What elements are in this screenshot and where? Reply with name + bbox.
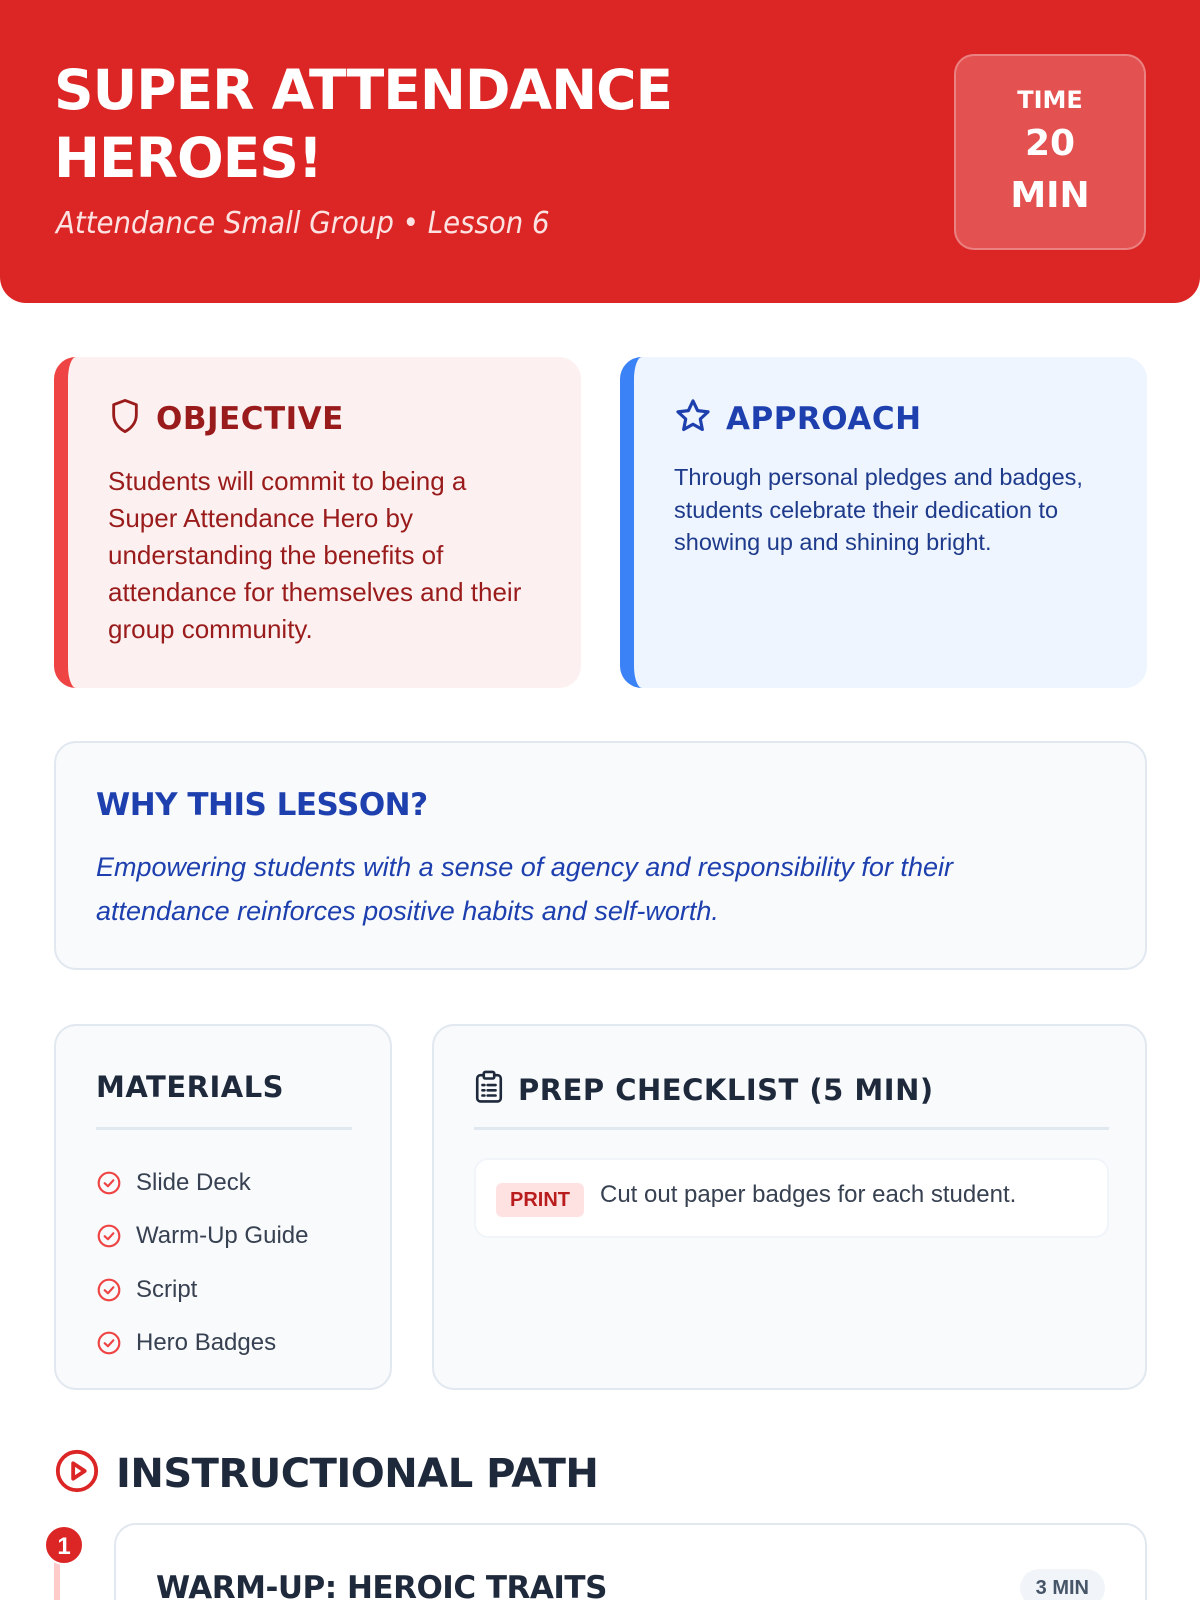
why-text: Empowering students with a sense of agency and responsibility for their attendance reinforces positive habits and self-worth. — [96, 852, 953, 926]
step-title: WARM-UP: HEROIC TRAITS — [156, 1570, 607, 1600]
time-badge — [954, 54, 1146, 250]
objective-text: Students will commit to being a Super Attendance Hero by understanding the benefits of attendance for themselves and their group community. — [108, 466, 522, 644]
list-item — [96, 1210, 308, 1264]
shield-icon — [108, 397, 142, 440]
approach-text: Through personal pledges and badges, students celebrate their dedication to showing up and shining bright. — [674, 464, 1083, 555]
list-item — [96, 1263, 308, 1317]
objective-header — [108, 397, 344, 440]
material-label: Slide Deck — [136, 1168, 251, 1196]
why-heading: WHY THIS LESSON? — [96, 787, 428, 823]
approach-card — [620, 357, 1147, 688]
star-icon — [674, 397, 712, 440]
check-circle-icon — [96, 1170, 122, 1196]
list-item — [96, 1156, 308, 1210]
material-label: Hero Badges — [136, 1329, 277, 1357]
prep-header — [474, 1070, 934, 1109]
instructional-path-heading: INSTRUCTIONAL PATH — [116, 1450, 599, 1497]
objective-heading: OBJECTIVE — [156, 400, 344, 437]
prep-checklist-card — [432, 1024, 1147, 1390]
check-circle-icon — [96, 1330, 122, 1356]
task-tag: PRINT — [496, 1183, 584, 1217]
check-circle-icon — [96, 1277, 122, 1303]
clipboard-icon — [474, 1070, 504, 1109]
instructional-path-header — [54, 1448, 598, 1499]
time-label: TIME — [1017, 86, 1083, 114]
play-circle-icon — [54, 1448, 100, 1499]
why-card — [54, 741, 1147, 970]
prep-divider — [474, 1127, 1109, 1130]
list-item — [96, 1317, 308, 1371]
lesson-header — [0, 0, 1200, 303]
check-circle-icon — [96, 1223, 122, 1249]
materials-card — [54, 1024, 392, 1390]
lesson-subtitle: Attendance Small Group • Lesson 6 — [56, 206, 550, 241]
objective-card — [54, 357, 581, 688]
approach-heading: APPROACH — [726, 400, 922, 437]
lesson-title: SUPER ATTENDANCE HEROES! — [54, 58, 673, 190]
prep-heading: PREP CHECKLIST (5 MIN) — [518, 1072, 934, 1107]
approach-header — [674, 397, 922, 440]
material-label: Script — [136, 1275, 198, 1303]
materials-divider — [96, 1127, 352, 1130]
time-value-text: 20 MIN — [1010, 123, 1090, 216]
material-label: Warm-Up Guide — [136, 1222, 309, 1250]
task-text: Cut out paper badges for each student. — [600, 1181, 1017, 1208]
time-value — [956, 118, 1144, 222]
prep-task — [474, 1158, 1109, 1238]
materials-heading: MATERIALS — [96, 1070, 285, 1104]
step-card — [114, 1523, 1147, 1600]
materials-list — [96, 1156, 308, 1370]
step-duration-badge: 3 MIN — [1020, 1569, 1105, 1600]
step-number-badge: 1 — [44, 1525, 84, 1565]
